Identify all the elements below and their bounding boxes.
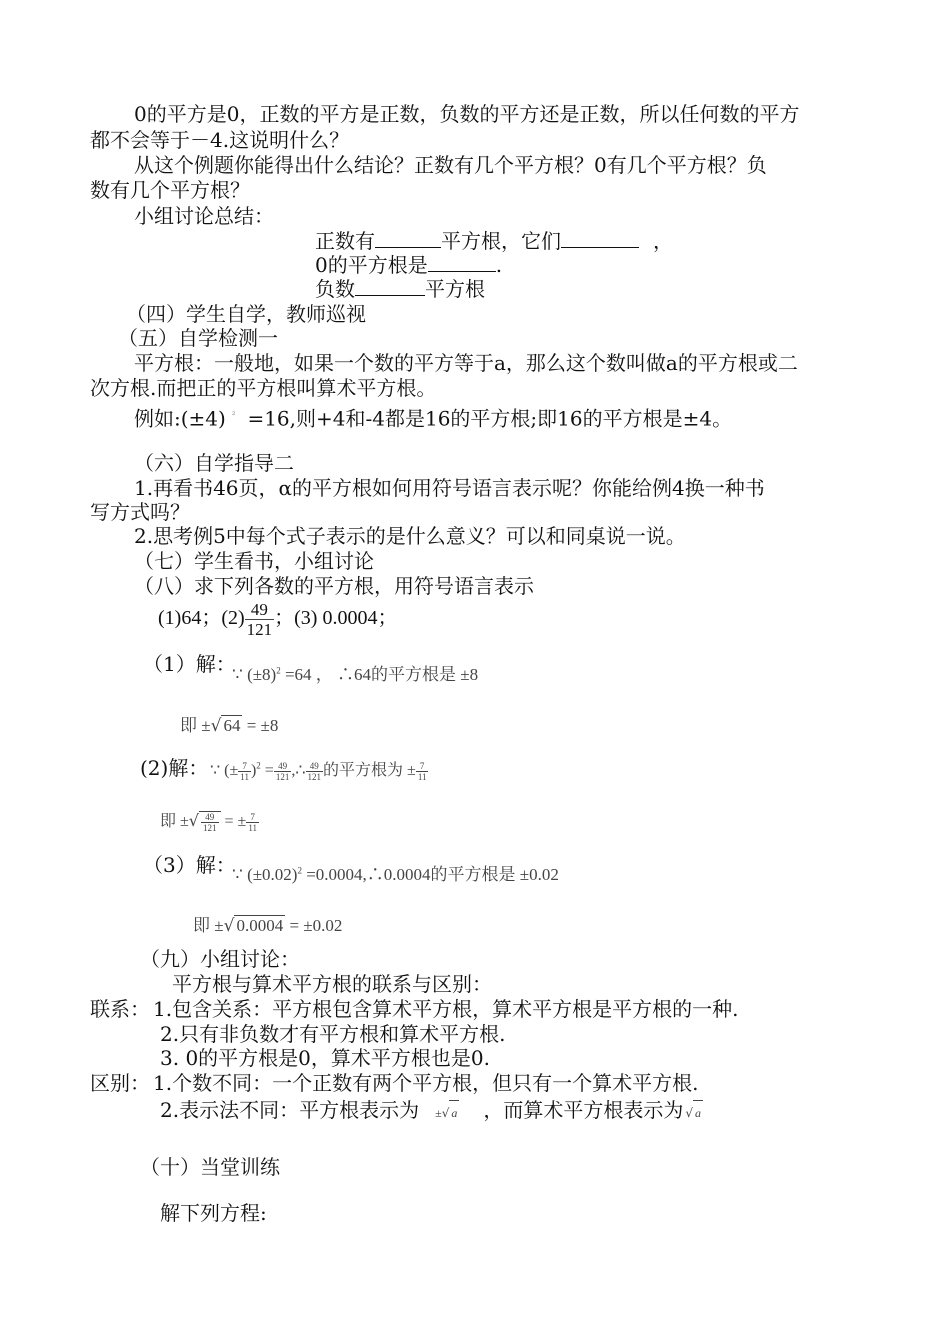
solution-label: (2)解： [140, 756, 209, 780]
solution-label: （1）解： [143, 652, 236, 676]
radical-sign: √ [223, 916, 235, 936]
section-heading: （八）求下列各数的平方根，用符号语言表示 [134, 574, 534, 598]
guide-line: 1.再看书46页，α的平方根如何用符号语言表示呢？你能给例4换一种书 [134, 476, 765, 500]
radical-sign: √ [210, 716, 222, 736]
fraction [201, 812, 219, 833]
denominator: 11 [417, 771, 427, 782]
numerator: 49 [274, 761, 292, 772]
denominator: 121 [275, 771, 290, 782]
relation-item: 3. 0的平方根是0，算术平方根也是0. [160, 1046, 490, 1070]
solution-math [210, 757, 428, 782]
difference-text: 2.表示法不同：平方根表示为 [160, 1098, 420, 1122]
fill-text: 负数 [315, 277, 355, 301]
math-text: 即 ± [193, 916, 224, 935]
denominator: 121 [307, 771, 322, 782]
math-text: ∵ (±8) [232, 665, 277, 684]
fill-blank-line [315, 229, 673, 253]
fraction [238, 761, 251, 782]
paragraph-line: 0的平方是0，正数的平方是正数，负数的平方还是正数，所以任何数的平方 [134, 102, 800, 126]
math-text: = ± [220, 813, 247, 830]
definition-line: 平方根：一般地，如果一个数的平方等于a，那么这个数叫做a的平方根或二 [134, 351, 798, 375]
denominator: 121 [203, 822, 217, 833]
math-text: ∵ (±0.02) [232, 865, 298, 884]
denominator: 121 [246, 620, 273, 639]
answer-blank [355, 277, 425, 296]
fill-blank-line [315, 277, 485, 301]
numerator: 7 [246, 812, 259, 823]
superscript: 2 [276, 665, 281, 676]
relation-label: 联系： [90, 997, 150, 1021]
math-text: 即 ± [160, 813, 189, 830]
radicand: 64 [223, 716, 241, 735]
difference-text: ，而算术平方根表示为 [483, 1098, 684, 1122]
math-text: ) [250, 762, 257, 779]
denominator: 11 [248, 822, 257, 833]
numerator: 7 [238, 761, 251, 772]
radicand [199, 811, 221, 833]
answer-blank [428, 253, 496, 272]
example-text: 例如:(±4) [134, 406, 226, 431]
guide-line: 写方式吗？ [90, 500, 190, 524]
subheading: 解下列方程: [160, 1201, 267, 1225]
section-heading: （十）当堂训练 [140, 1155, 280, 1179]
guide-line: 2.思考例5中每个式子表示的是什么意义？可以和同桌说一说。 [134, 524, 686, 548]
radical-sign: √ [441, 1106, 450, 1120]
math-text: =0.0004,∴0.0004的平方根是 ±0.02 [301, 865, 559, 884]
relation-item: 1.包含关系：平方根包含算术平方根，算术平方根是平方根的一种. [153, 997, 739, 1021]
subheading: 平方根与算术平方根的联系与区别： [172, 972, 492, 996]
answer-blank [375, 229, 441, 248]
math-text: 即 ± [180, 716, 211, 735]
math-text: =64 ， ∴64的平方根是 ±8 [280, 665, 479, 684]
fill-text: 平方根 [425, 277, 485, 301]
math-text: ,∴ [291, 762, 306, 779]
difference-label: 区别： [90, 1071, 150, 1095]
section-heading: （六）自学指导二 [134, 451, 294, 475]
solution-math [232, 660, 478, 685]
solution-result [193, 911, 342, 936]
summary-title: 小组讨论总结： [134, 204, 274, 228]
fraction [274, 761, 292, 782]
difference-item [160, 1098, 703, 1125]
math-text: = [260, 762, 274, 779]
fill-text: ， [653, 229, 673, 253]
fill-text: 平方根，它们 [441, 229, 561, 253]
paragraph-line: 数有几个平方根？ [90, 178, 250, 202]
solution-label: （3）解： [143, 853, 236, 877]
section-heading: （九）小组讨论： [140, 947, 300, 971]
math-text: ∵ (± [210, 762, 239, 779]
numerator: 7 [416, 761, 429, 772]
difference-item: 1.个数不同：一个正数有两个平方根，但只有一个算术平方根. [153, 1071, 699, 1095]
numerator: 49 [201, 812, 219, 823]
radical-sign: √ [685, 1106, 693, 1120]
fill-text: 正数有 [315, 229, 375, 253]
fill-blank-line [315, 253, 502, 277]
math-text: = ±0.02 [285, 916, 343, 935]
fraction [246, 812, 259, 833]
fill-text: . [495, 253, 503, 277]
section-heading: （四）学生自学，教师巡视 [126, 302, 366, 326]
superscript: ² [231, 411, 236, 421]
example-text: =16,则+4和-4都是16的平方根;即16的平方根是±4。 [247, 406, 733, 431]
superscript: 2 [297, 865, 302, 876]
numerator: 49 [245, 600, 275, 620]
section-heading: （五）自学检测一 [118, 326, 278, 350]
solution-math [232, 860, 559, 885]
denominator: 11 [240, 771, 249, 782]
math-text: ± [435, 1106, 442, 1120]
problem-text: (1)64；(2) [158, 607, 245, 630]
math-text: = ±8 [242, 716, 279, 735]
paragraph-line: 都不会等于－4.这说明什么？ [90, 128, 350, 152]
numerator: 49 [306, 761, 324, 772]
math-text: 的平方根为 ± [323, 762, 416, 779]
relation-item: 2.只有非负数才有平方根和算术平方根. [160, 1022, 506, 1046]
fraction [416, 761, 429, 782]
solution-result [180, 711, 278, 736]
fraction [245, 600, 275, 639]
superscript: 2 [256, 760, 261, 771]
notation-pm-sqrt [435, 1106, 459, 1120]
paragraph-line: 从这个例题你能得出什么结论？正数有几个平方根？0有几个平方根？负 [134, 153, 767, 177]
fraction [306, 761, 324, 782]
radical-sign: √ [188, 811, 199, 830]
solution-result [160, 808, 259, 833]
section-heading: （七）学生看书，小组讨论 [134, 549, 374, 573]
answer-blank [561, 229, 639, 248]
fill-text: 0的平方根是 [315, 253, 428, 277]
radicand: a [693, 1100, 703, 1125]
radicand: 0.0004 [236, 916, 284, 935]
problem-list [158, 600, 397, 639]
definition-line: 次方根.而把正的平方根叫算术平方根。 [90, 376, 437, 400]
example-line [134, 404, 732, 431]
radicand: a [449, 1100, 459, 1125]
problem-text: ；(3) 0.0004； [274, 607, 398, 630]
notation-sqrt [685, 1106, 703, 1120]
